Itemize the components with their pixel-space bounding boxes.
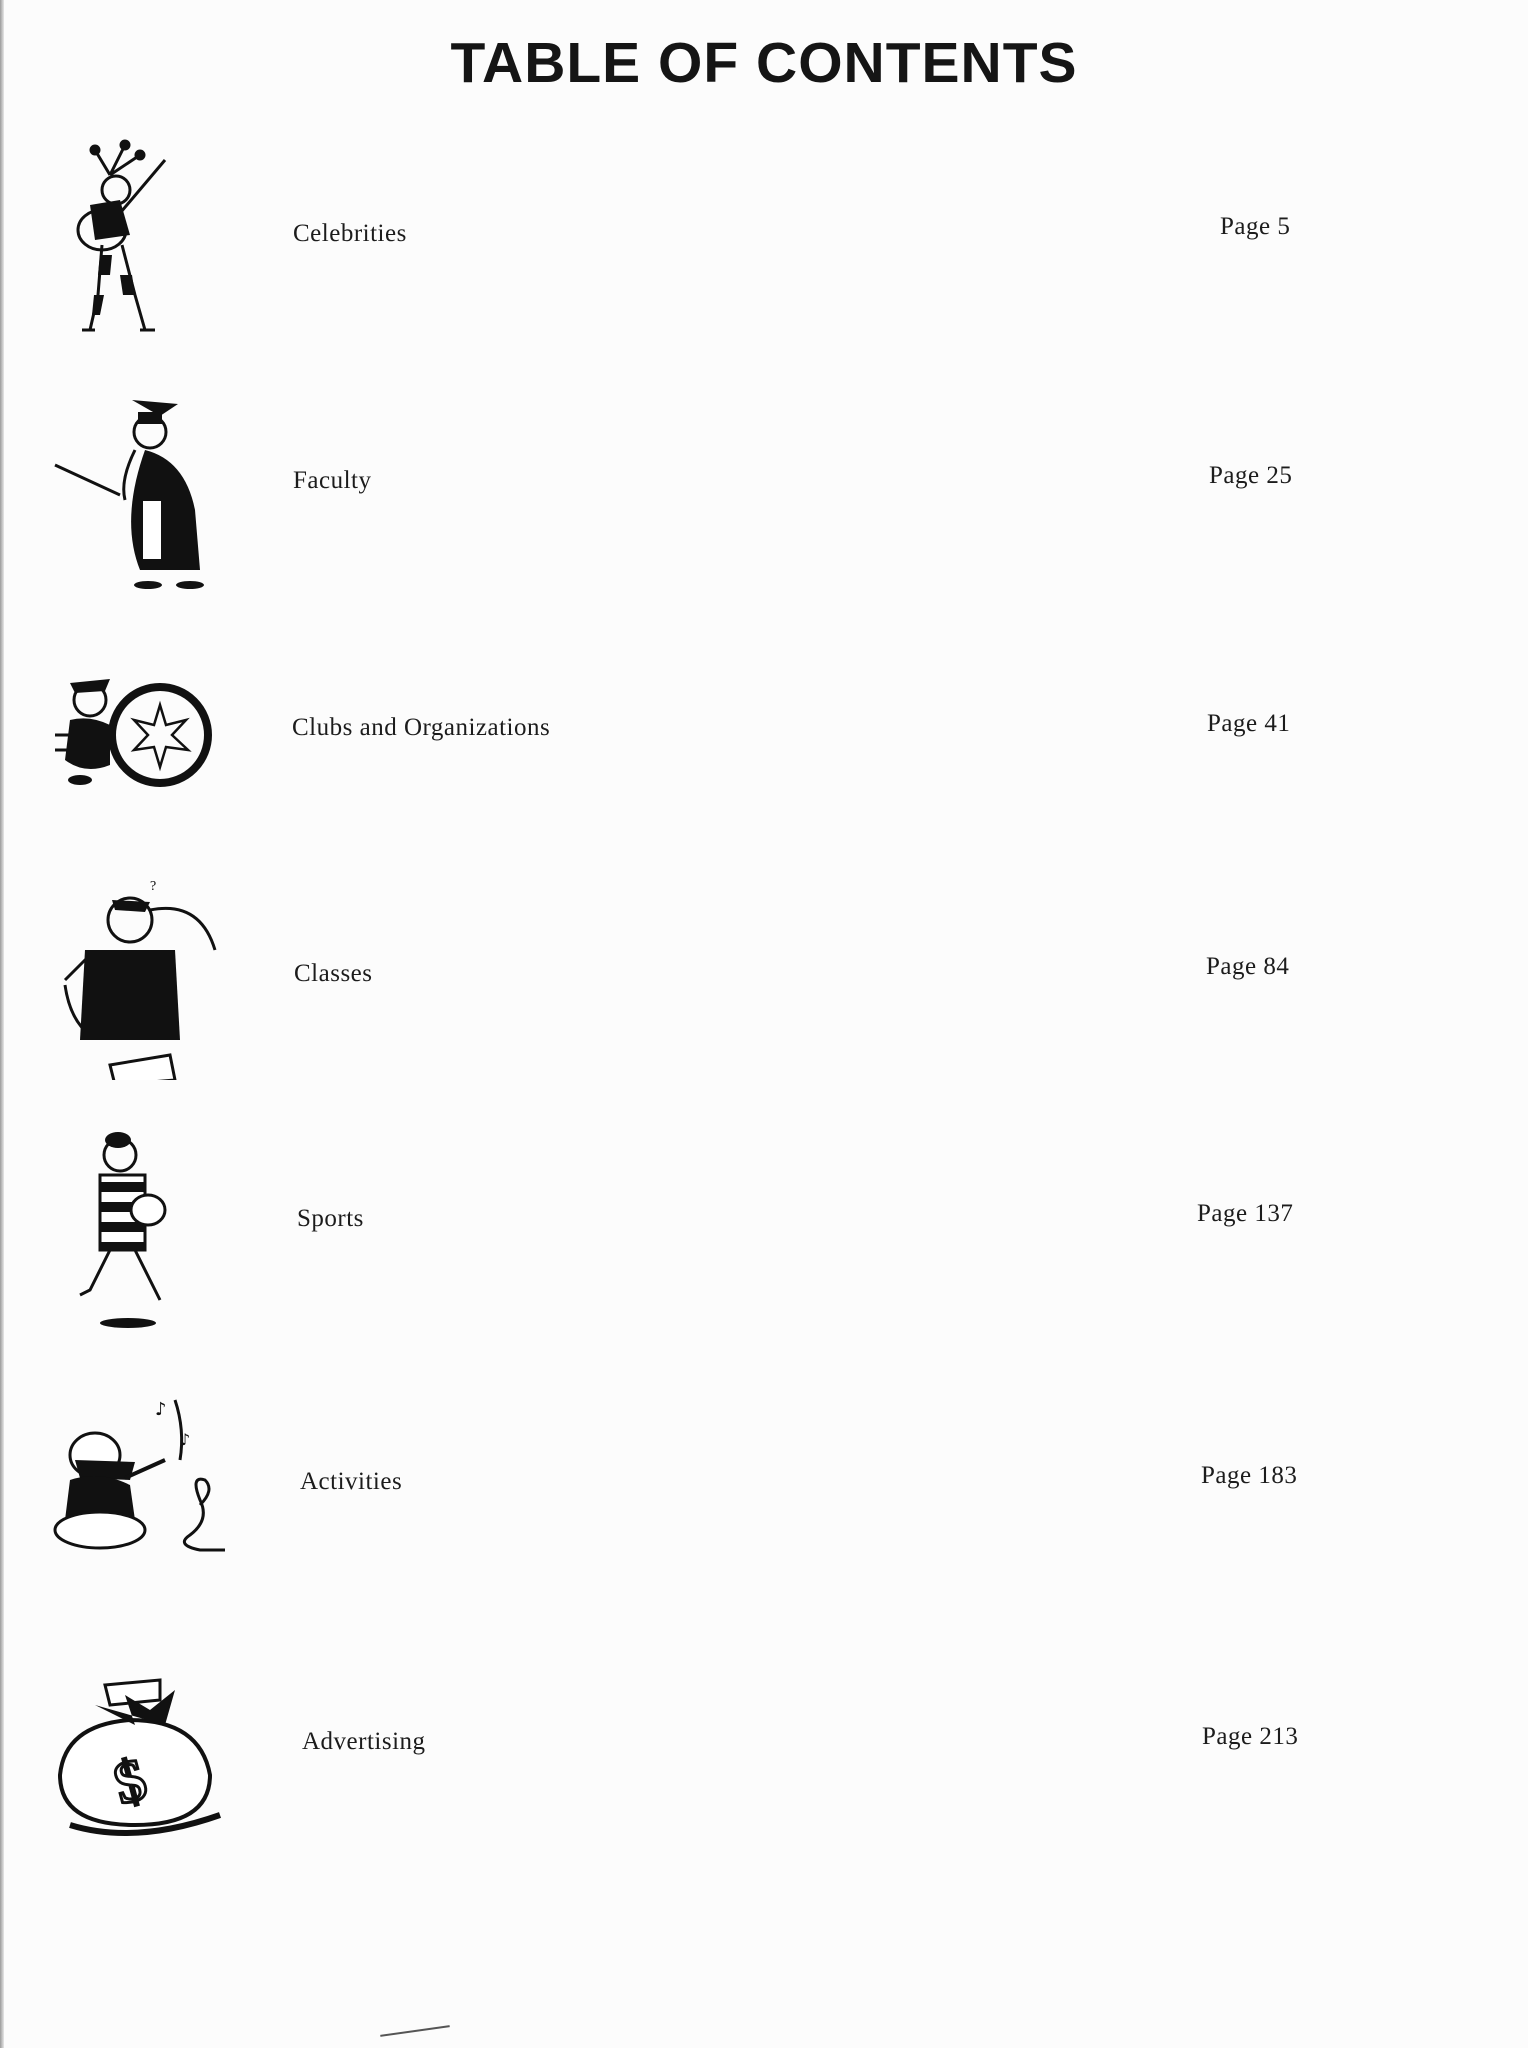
money-bag-icon	[50, 1665, 240, 1865]
entry-label: Advertising	[302, 1728, 426, 1755]
confused-student-icon	[50, 880, 240, 1080]
toc-entry-classes[interactable]	[0, 880, 1528, 1080]
bass-drummer-icon	[50, 665, 240, 865]
svg-text:$: $	[107, 1745, 154, 1818]
toc-entry-activities[interactable]	[0, 1390, 1528, 1590]
toc-entry-clubs-and-organizations[interactable]	[0, 665, 1528, 865]
entry-page-number: Page 213	[1202, 1723, 1299, 1750]
entry-label: Sports	[297, 1205, 364, 1232]
svg-text:♪: ♪	[155, 1399, 167, 1420]
entry-label: Clubs and Organizations	[292, 714, 551, 741]
entry-label: Celebrities	[293, 220, 407, 247]
toc-entry-faculty[interactable]	[0, 390, 1528, 590]
professor-pointer-icon	[50, 390, 240, 590]
entry-label: Activities	[300, 1468, 403, 1495]
entry-label: Faculty	[293, 467, 372, 494]
entry-page-number: Page 84	[1206, 953, 1290, 980]
entry-page-number: Page 183	[1201, 1462, 1298, 1489]
entry-page-number: Page 25	[1209, 462, 1293, 489]
entry-page-number: Page 41	[1207, 710, 1291, 737]
snake-charmer-icon	[50, 1390, 240, 1590]
entry-page-number: Page 5	[1220, 213, 1291, 240]
svg-text:♪: ♪	[180, 1430, 191, 1449]
jester-banjo-icon	[50, 135, 240, 335]
page-scratch-mark	[380, 2025, 450, 2037]
page-title: TABLE OF CONTENTS	[450, 31, 1078, 95]
football-runner-icon	[50, 1130, 240, 1330]
toc-entry-celebrities[interactable]	[0, 135, 1528, 335]
toc-entry-advertising[interactable]	[0, 1665, 1528, 1865]
svg-text:?: ?	[150, 880, 157, 894]
entry-label: Classes	[294, 960, 373, 987]
toc-entry-sports[interactable]	[0, 1130, 1528, 1330]
entry-page-number: Page 137	[1197, 1200, 1294, 1227]
